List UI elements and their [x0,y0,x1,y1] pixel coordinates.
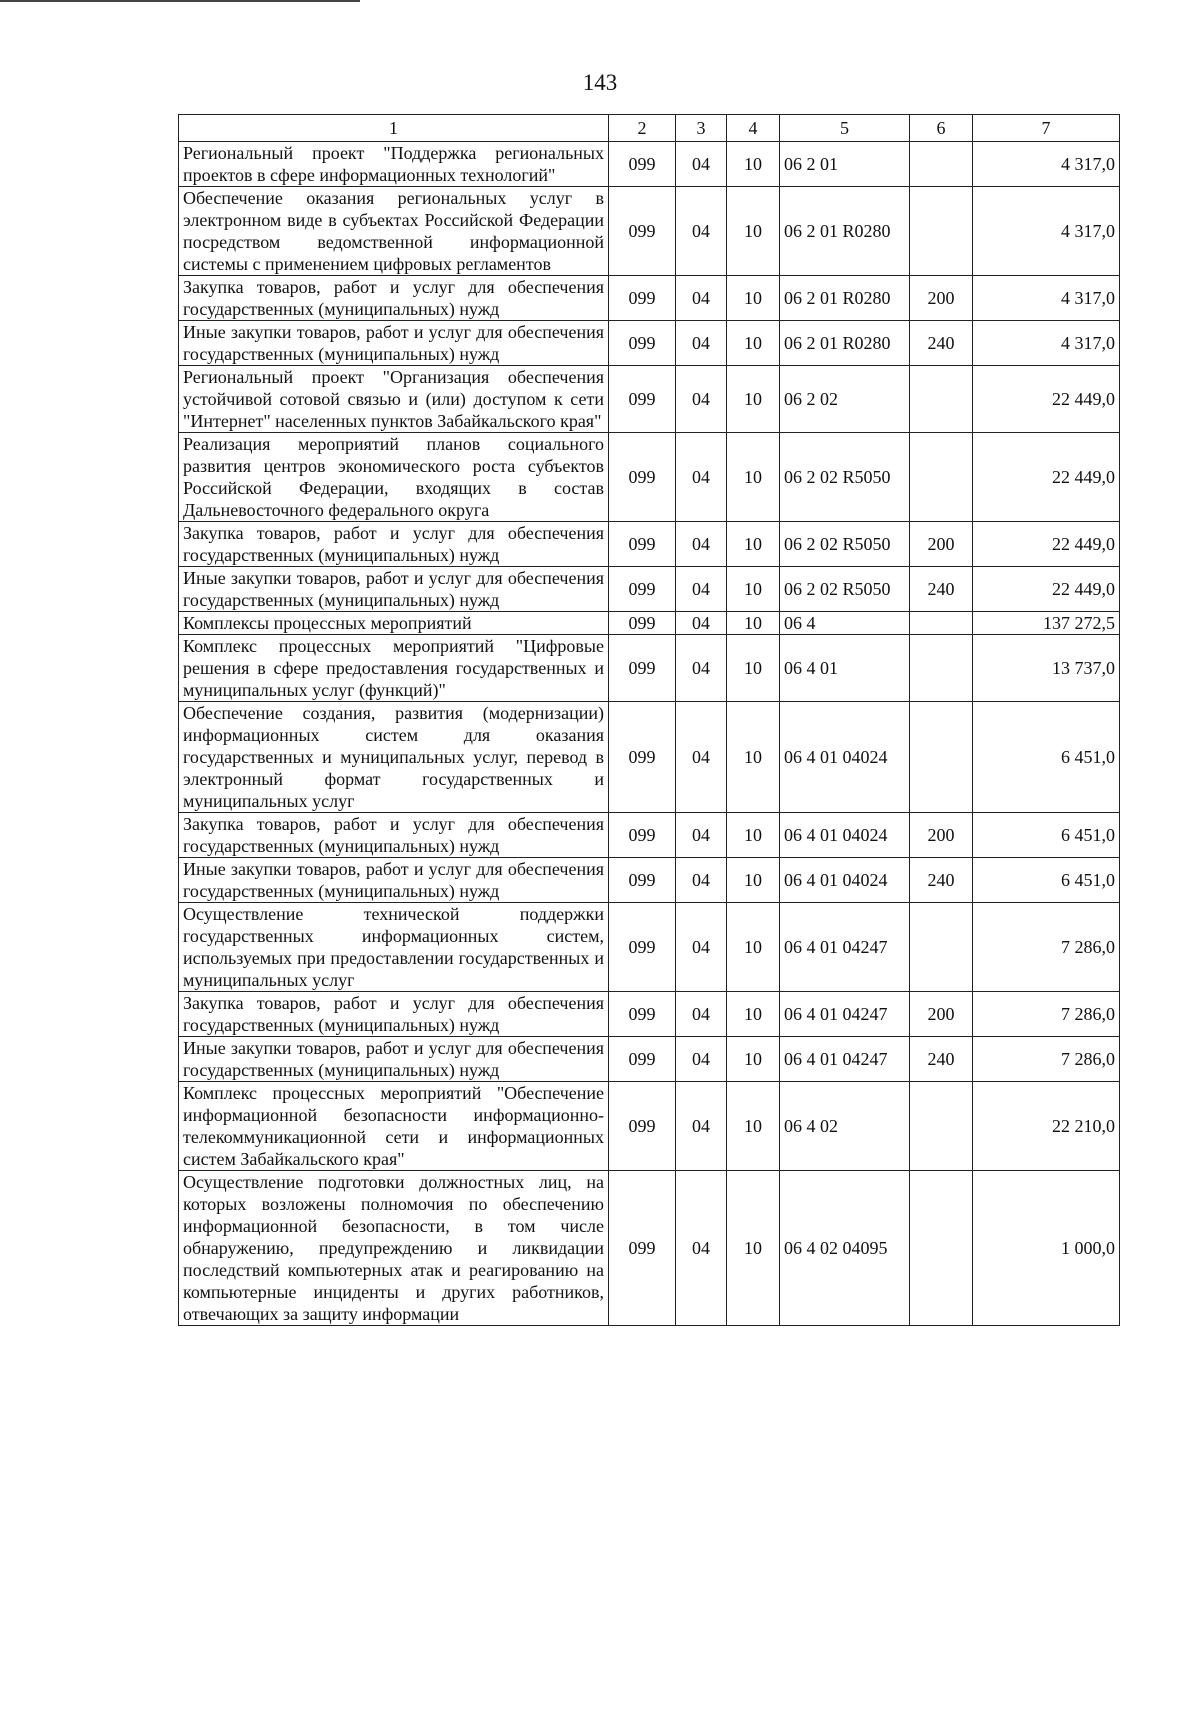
grbs-code: 099 [609,702,676,813]
section-code: 04 [676,992,727,1037]
column-header-6: 6 [910,115,973,142]
grbs-code: 099 [609,635,676,702]
amount: 22 449,0 [973,433,1120,522]
subsection-code: 10 [727,612,780,635]
row-description: Закупка товаров, работ и услуг для обеспечения государственных (муниципальных) нужд [179,276,609,321]
subsection-code: 10 [727,903,780,992]
row-description: Осуществление технической поддержки государственных информационных систем, используемых при предоставлении государственных и муниципальных услуг [179,903,609,992]
row-description: Обеспечение оказания региональных услуг в электронном виде в субъектах Российской Федерации посредством ведомственной информационной системы с применением цифровых регламентов [179,187,609,276]
grbs-code: 099 [609,992,676,1037]
amount: 4 317,0 [973,142,1120,187]
section-code: 04 [676,522,727,567]
column-header-2: 2 [609,115,676,142]
amount: 22 449,0 [973,522,1120,567]
subsection-code: 10 [727,276,780,321]
expense-type-code: 200 [910,522,973,567]
grbs-code: 099 [609,567,676,612]
target-article-code: 06 4 02 [780,1082,910,1171]
grbs-code: 099 [609,903,676,992]
table-row [179,1082,1120,1171]
column-header-4: 4 [727,115,780,142]
row-description: Иные закупки товаров, работ и услуг для обеспечения государственных (муниципальных) нужд [179,321,609,366]
subsection-code: 10 [727,813,780,858]
grbs-code: 099 [609,522,676,567]
row-description: Иные закупки товаров, работ и услуг для обеспечения государственных (муниципальных) нужд [179,1037,609,1082]
page-number: 143 [582,70,618,95]
table-row [179,1037,1120,1082]
subsection-code: 10 [727,858,780,903]
expense-type-code [910,366,973,433]
table-row [179,813,1120,858]
grbs-code: 099 [609,1171,676,1326]
expense-type-code [910,702,973,813]
section-code: 04 [676,1037,727,1082]
target-article-code: 06 2 02 [780,366,910,433]
row-description: Осуществление подготовки должностных лиц, на которых возложены полномочия по обеспечению информационной безопасности, в том числе обнаружению, предупреждению и ликвидации последствий компьютерных атак и реагированию на компьютерные инциденты и других работников, отвечающих за защиту информации [179,1171,609,1326]
row-description: Комплекс процессных мероприятий "Цифровые решения в сфере предоставления государственных и муниципальных услуг (функций)" [179,635,609,702]
target-article-code: 06 4 01 04247 [780,903,910,992]
row-description: Закупка товаров, работ и услуг для обеспечения государственных (муниципальных) нужд [179,813,609,858]
row-description: Комплекс процессных мероприятий "Обеспечение информационной безопасности информационно-телекоммуникационной сети и информационных систем Забайкальского края" [179,1082,609,1171]
column-header-1: 1 [179,115,609,142]
subsection-code: 10 [727,522,780,567]
table-row [179,635,1120,702]
grbs-code: 099 [609,366,676,433]
grbs-code: 099 [609,1037,676,1082]
column-header-7: 7 [973,115,1120,142]
section-code: 04 [676,612,727,635]
expense-type-code [910,1082,973,1171]
amount: 1 000,0 [973,1171,1120,1326]
expense-type-code [910,903,973,992]
target-article-code: 06 4 [780,612,910,635]
row-description: Обеспечение создания, развития (модернизации) информационных систем для оказания государственных и муниципальных услуг, перевод в электронный формат государственных и муниципальных услуг [179,702,609,813]
expense-type-code [910,187,973,276]
amount: 7 286,0 [973,992,1120,1037]
target-article-code: 06 2 01 R0280 [780,321,910,366]
grbs-code: 099 [609,433,676,522]
row-description: Иные закупки товаров, работ и услуг для обеспечения государственных (муниципальных) нужд [179,567,609,612]
amount: 4 317,0 [973,187,1120,276]
table-row [179,276,1120,321]
table-row [179,522,1120,567]
header-row [179,115,1120,142]
target-article-code: 06 4 01 [780,635,910,702]
grbs-code: 099 [609,858,676,903]
row-description: Реализация мероприятий планов социального развития центров экономического роста субъектов Российской Федерации, входящих в состав Дальневосточного федерального округа [179,433,609,522]
section-code: 04 [676,567,727,612]
section-code: 04 [676,321,727,366]
table-row [179,366,1120,433]
table-row [179,321,1120,366]
target-article-code: 06 4 01 04247 [780,992,910,1037]
expense-type-code: 200 [910,992,973,1037]
subsection-code: 10 [727,1082,780,1171]
table-row [179,903,1120,992]
expense-type-code [910,635,973,702]
grbs-code: 099 [609,276,676,321]
subsection-code: 10 [727,321,780,366]
section-code: 04 [676,702,727,813]
table-row [179,992,1120,1037]
amount: 4 317,0 [973,276,1120,321]
target-article-code: 06 4 01 04024 [780,702,910,813]
amount: 137 272,5 [973,612,1120,635]
amount: 4 317,0 [973,321,1120,366]
expense-type-code: 240 [910,858,973,903]
expense-type-code: 200 [910,813,973,858]
column-header-5: 5 [780,115,910,142]
section-code: 04 [676,433,727,522]
subsection-code: 10 [727,1171,780,1326]
target-article-code: 06 4 02 04095 [780,1171,910,1326]
amount: 22 449,0 [973,366,1120,433]
target-article-code: 06 4 01 04024 [780,813,910,858]
target-article-code: 06 4 01 04247 [780,1037,910,1082]
table-row [179,567,1120,612]
row-description: Региональный проект "Поддержка региональных проектов в сфере информационных технологий" [179,142,609,187]
section-code: 04 [676,1082,727,1171]
budget-table [178,114,1120,1326]
table-row [179,858,1120,903]
amount: 13 737,0 [973,635,1120,702]
target-article-code: 06 2 02 R5050 [780,522,910,567]
table-row [179,612,1120,635]
table-row [179,702,1120,813]
amount: 6 451,0 [973,858,1120,903]
amount: 6 451,0 [973,702,1120,813]
expense-type-code: 240 [910,567,973,612]
target-article-code: 06 4 01 04024 [780,858,910,903]
expense-type-code: 240 [910,1037,973,1082]
table-body [179,142,1120,1326]
grbs-code: 099 [609,142,676,187]
row-description: Закупка товаров, работ и услуг для обеспечения государственных (муниципальных) нужд [179,522,609,567]
subsection-code: 10 [727,702,780,813]
table-row [179,433,1120,522]
amount: 6 451,0 [973,813,1120,858]
expense-type-code [910,142,973,187]
section-code: 04 [676,813,727,858]
section-code: 04 [676,635,727,702]
section-code: 04 [676,366,727,433]
subsection-code: 10 [727,366,780,433]
amount: 7 286,0 [973,903,1120,992]
section-code: 04 [676,858,727,903]
expense-type-code: 240 [910,321,973,366]
section-code: 04 [676,187,727,276]
grbs-code: 099 [609,321,676,366]
subsection-code: 10 [727,433,780,522]
section-code: 04 [676,142,727,187]
table-row [179,187,1120,276]
expense-type-code [910,612,973,635]
grbs-code: 099 [609,1082,676,1171]
subsection-code: 10 [727,567,780,612]
section-code: 04 [676,276,727,321]
subsection-code: 10 [727,1037,780,1082]
column-header-3: 3 [676,115,727,142]
expense-type-code [910,1171,973,1326]
row-description: Закупка товаров, работ и услуг для обеспечения государственных (муниципальных) нужд [179,992,609,1037]
amount: 22 449,0 [973,567,1120,612]
row-description: Иные закупки товаров, работ и услуг для обеспечения государственных (муниципальных) нужд [179,858,609,903]
section-code: 04 [676,1171,727,1326]
target-article-code: 06 2 02 R5050 [780,567,910,612]
table-row [179,142,1120,187]
row-description: Комплексы процессных мероприятий [179,612,609,635]
target-article-code: 06 2 01 R0280 [780,187,910,276]
table-row [179,1171,1120,1326]
target-article-code: 06 2 01 [780,142,910,187]
target-article-code: 06 2 01 R0280 [780,276,910,321]
grbs-code: 099 [609,813,676,858]
subsection-code: 10 [727,187,780,276]
section-code: 04 [676,903,727,992]
target-article-code: 06 2 02 R5050 [780,433,910,522]
subsection-code: 10 [727,635,780,702]
grbs-code: 099 [609,187,676,276]
grbs-code: 099 [609,612,676,635]
amount: 7 286,0 [973,1037,1120,1082]
expense-type-code [910,433,973,522]
amount: 22 210,0 [973,1082,1120,1171]
subsection-code: 10 [727,992,780,1037]
subsection-code: 10 [727,142,780,187]
expense-type-code: 200 [910,276,973,321]
scan-top-edge-line [0,0,360,2]
row-description: Региональный проект "Организация обеспечения устойчивой сотовой связью и (или) доступом к сети "Интернет" населенных пунктов Забайкальского края" [179,366,609,433]
